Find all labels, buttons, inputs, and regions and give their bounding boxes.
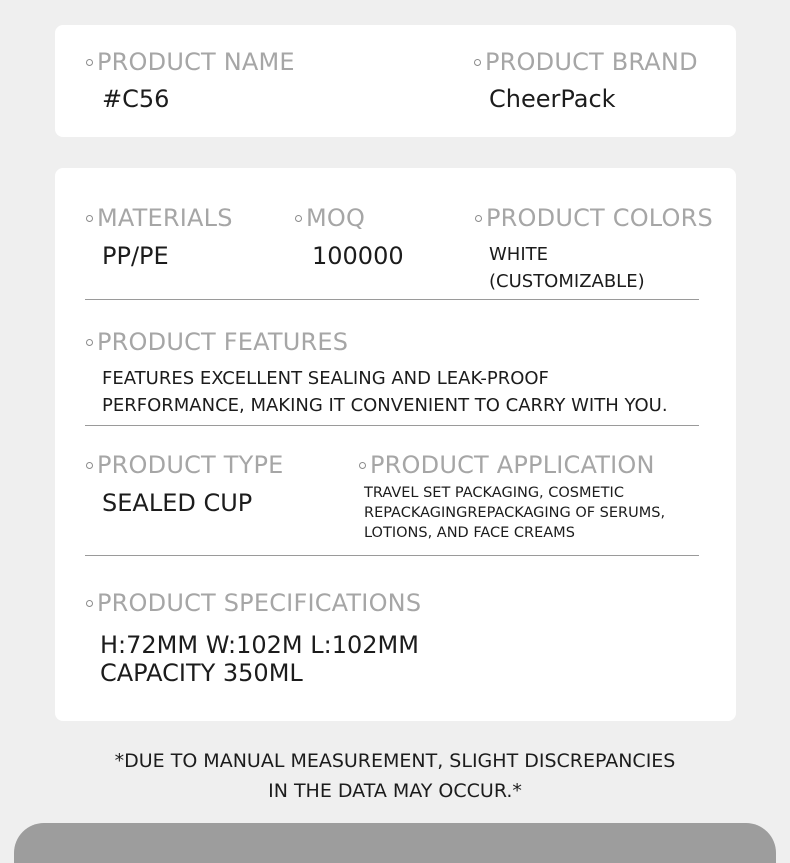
product-colors-line: (CUSTOMIZABLE)	[489, 271, 645, 292]
moq-value: 100000	[312, 242, 404, 270]
divider	[85, 425, 699, 426]
product-brand-value: CheerPack	[489, 85, 616, 113]
product-header-card	[55, 25, 736, 137]
product-name-field	[86, 48, 295, 114]
product-colors-field	[475, 204, 713, 295]
product-application-line: REPACKAGINGREPACKAGING OF SERUMS,	[364, 505, 666, 521]
product-features-value	[102, 365, 668, 419]
product-brand-label: PRODUCT BRAND	[485, 48, 698, 76]
disclaimer-line: IN THE DATA MAY OCCUR.*	[268, 780, 522, 802]
divider	[85, 555, 699, 556]
materials-field	[86, 204, 233, 271]
product-type-field	[86, 451, 284, 518]
product-application-value	[364, 483, 665, 543]
product-specifications-field	[86, 589, 421, 687]
bullet-icon	[474, 59, 481, 66]
product-features-line: PERFORMANCE, MAKING IT CONVENIENT TO CARRY WITH YOU.	[102, 395, 668, 416]
product-application-field	[359, 451, 665, 543]
bullet-icon	[86, 339, 93, 346]
product-specifications-line: H:72MM W:102M L:102MM	[100, 631, 419, 659]
bullet-icon	[295, 215, 302, 222]
bullet-icon	[475, 215, 482, 222]
divider	[85, 299, 699, 300]
bullet-icon	[359, 462, 366, 469]
product-brand-field	[474, 48, 698, 114]
bullet-icon	[86, 600, 93, 607]
product-features-label: PRODUCT FEATURES	[97, 328, 349, 356]
product-colors-value	[489, 241, 713, 295]
product-specifications-value	[100, 631, 421, 687]
product-name-label: PRODUCT NAME	[97, 48, 295, 76]
materials-value: PP/PE	[102, 242, 169, 270]
product-name-value: #C56	[102, 85, 170, 113]
product-application-line: TRAVEL SET PACKAGING, COSMETIC	[364, 485, 624, 501]
materials-label: MATERIALS	[97, 204, 233, 232]
disclaimer-line: *DUE TO MANUAL MEASUREMENT, SLIGHT DISCREPANCIES	[114, 750, 676, 772]
product-specifications-label: PRODUCT SPECIFICATIONS	[97, 589, 422, 617]
measurement-disclaimer	[0, 746, 790, 806]
product-application-label: PRODUCT APPLICATION	[370, 451, 655, 479]
moq-field	[295, 204, 404, 271]
bullet-icon	[86, 462, 93, 469]
bullet-icon	[86, 59, 93, 66]
product-features-field	[86, 328, 668, 419]
product-type-value: SEALED CUP	[102, 489, 253, 517]
product-features-line: FEATURES EXCELLENT SEALING AND LEAK-PROOF	[102, 368, 549, 389]
product-specs-card	[55, 168, 736, 721]
moq-label: MOQ	[306, 204, 366, 232]
product-colors-line: WHITE	[489, 244, 549, 265]
bottom-panel	[14, 823, 776, 863]
bullet-icon	[86, 215, 93, 222]
product-type-label: PRODUCT TYPE	[97, 451, 284, 479]
product-colors-label: PRODUCT COLORS	[486, 204, 713, 232]
product-specifications-line: CAPACITY 350ML	[100, 659, 303, 687]
product-application-line: LOTIONS, AND FACE CREAMS	[364, 525, 575, 541]
